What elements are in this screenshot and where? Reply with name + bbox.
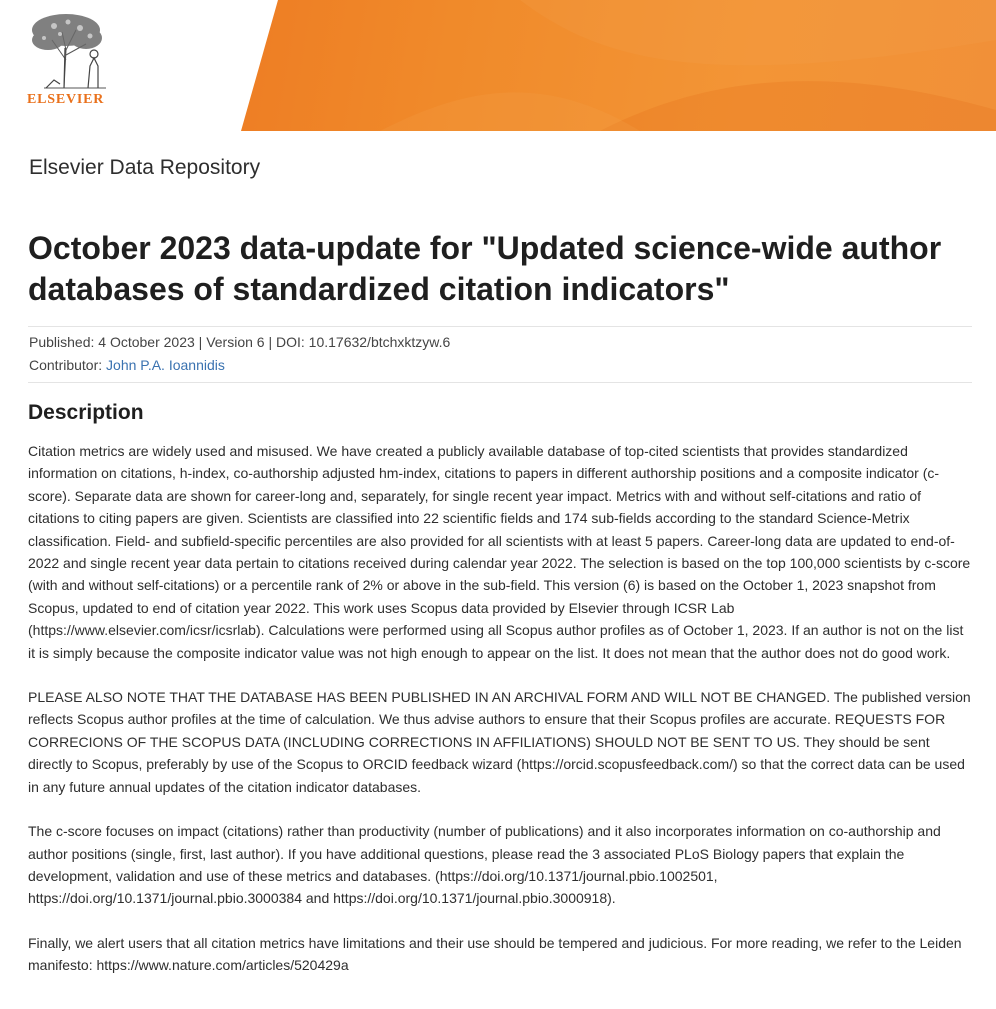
published-date: Published: 4 October 2023: [29, 334, 195, 350]
meta-separator: |: [268, 334, 273, 350]
description-body: [28, 440, 974, 999]
version-label: Version 6: [206, 334, 265, 350]
contributor-row: [29, 357, 225, 373]
description-heading: Description: [28, 401, 144, 424]
description-paragraph: Citation metrics are widely used and misused. We have created a publicly available database of top-cited scientists that provides standardized information on citations, h-index, co-authorship adjusted hm-index, citations to papers in different authorship positions and a composite indicator (c-score). Separate data are shown for career-long and, separately, for single recent year impact. Metrics with and without self-citations and ratio of citations to citing papers are given. Scientists are classified into 22 scientific fields and 174 sub-fields according to the standard Science-Metrix classification. Field- and subfield-specific percentiles are also provided for all scientists with at least 5 papers. Career-long data are updated to end-of-2022 and single recent year data pertain to citations received during calendar year 2022. The selection is based on the top 100,000 scientists by c-score (with and without self-citations) or a percentile rank of 2% or above in the sub-field. This version (6) is based on the October 1, 2023 snapshot from Scopus, updated to end of citation year 2022. This work uses Scopus data provided by Elsevier through ICSR Lab (https://www.elsevier.com/icsr/icsrlab). Calculations were performed using all Scopus author profiles as of October 1, 2023. If an author is not on the list it is simply because the composite indicator value was not high enough to appear on the list. It does not mean that the author does not do good work.: [28, 443, 971, 661]
contributor-link[interactable]: John P.A. Ioannidis: [106, 357, 225, 373]
header-banner: [0, 0, 996, 131]
divider: [28, 382, 972, 383]
banner-pattern: [0, 0, 996, 131]
description-paragraph: Finally, we alert users that all citation metrics have limitations and their use should be tempered and judicious. For more reading, we refer to the Leiden manifesto: https://www.nature.com/articles/520429a: [28, 934, 962, 974]
banner-graphic: [0, 0, 996, 131]
divider: [28, 326, 972, 327]
description-paragraph: The c-score focuses on impact (citations) rather than productivity (number of publications) and it also incorporates information on co-authorship and author positions (single, first, last author). If you have additional questions, please read the 3 associated PLoS Biology papers that explain the development, validation and use of these metrics and databases. (https://doi.org/10.1371/journal.pbio.1002501, https://doi.org/10.1371/journal.pbio.3000384 and https://doi.org/10.1371/journal.pbio.3000918).: [28, 823, 941, 907]
description-paragraph: PLEASE ALSO NOTE THAT THE DATABASE HAS BEEN PUBLISHED IN AN ARCHIVAL FORM AND WILL NOT BE CHANGED. The published version reflects Scopus author profiles at the time of calculation. We thus advise authors to ensure that their Scopus profiles are accurate. REQUESTS FOR CORRECIONS OF THE SCOPUS DATA (INCLUDING CORRECTIONS IN AFFILIATIONS) SHOULD NOT BE SENT TO US. They should be sent directly to Scopus, preferably by use of the Scopus to ORCID feedback wizard (https://orcid.scopusfeedback.com/) so that the correct data can be used in any future annual updates of the citation indicator databases.: [28, 689, 971, 795]
contributor-label: Contributor:: [29, 357, 103, 373]
repository-name[interactable]: Elsevier Data Repository: [29, 156, 261, 179]
publication-meta: [29, 334, 450, 350]
page-title: October 2023 data-update for "Updated science-wide author databases of standardized citation indicators": [28, 230, 942, 307]
doi-label: DOI: 10.17632/btchxktzyw.6: [276, 334, 451, 350]
meta-separator: |: [198, 334, 203, 350]
elsevier-wordmark: ELSEVIER: [27, 92, 105, 107]
tree-icon: [24, 10, 114, 92]
